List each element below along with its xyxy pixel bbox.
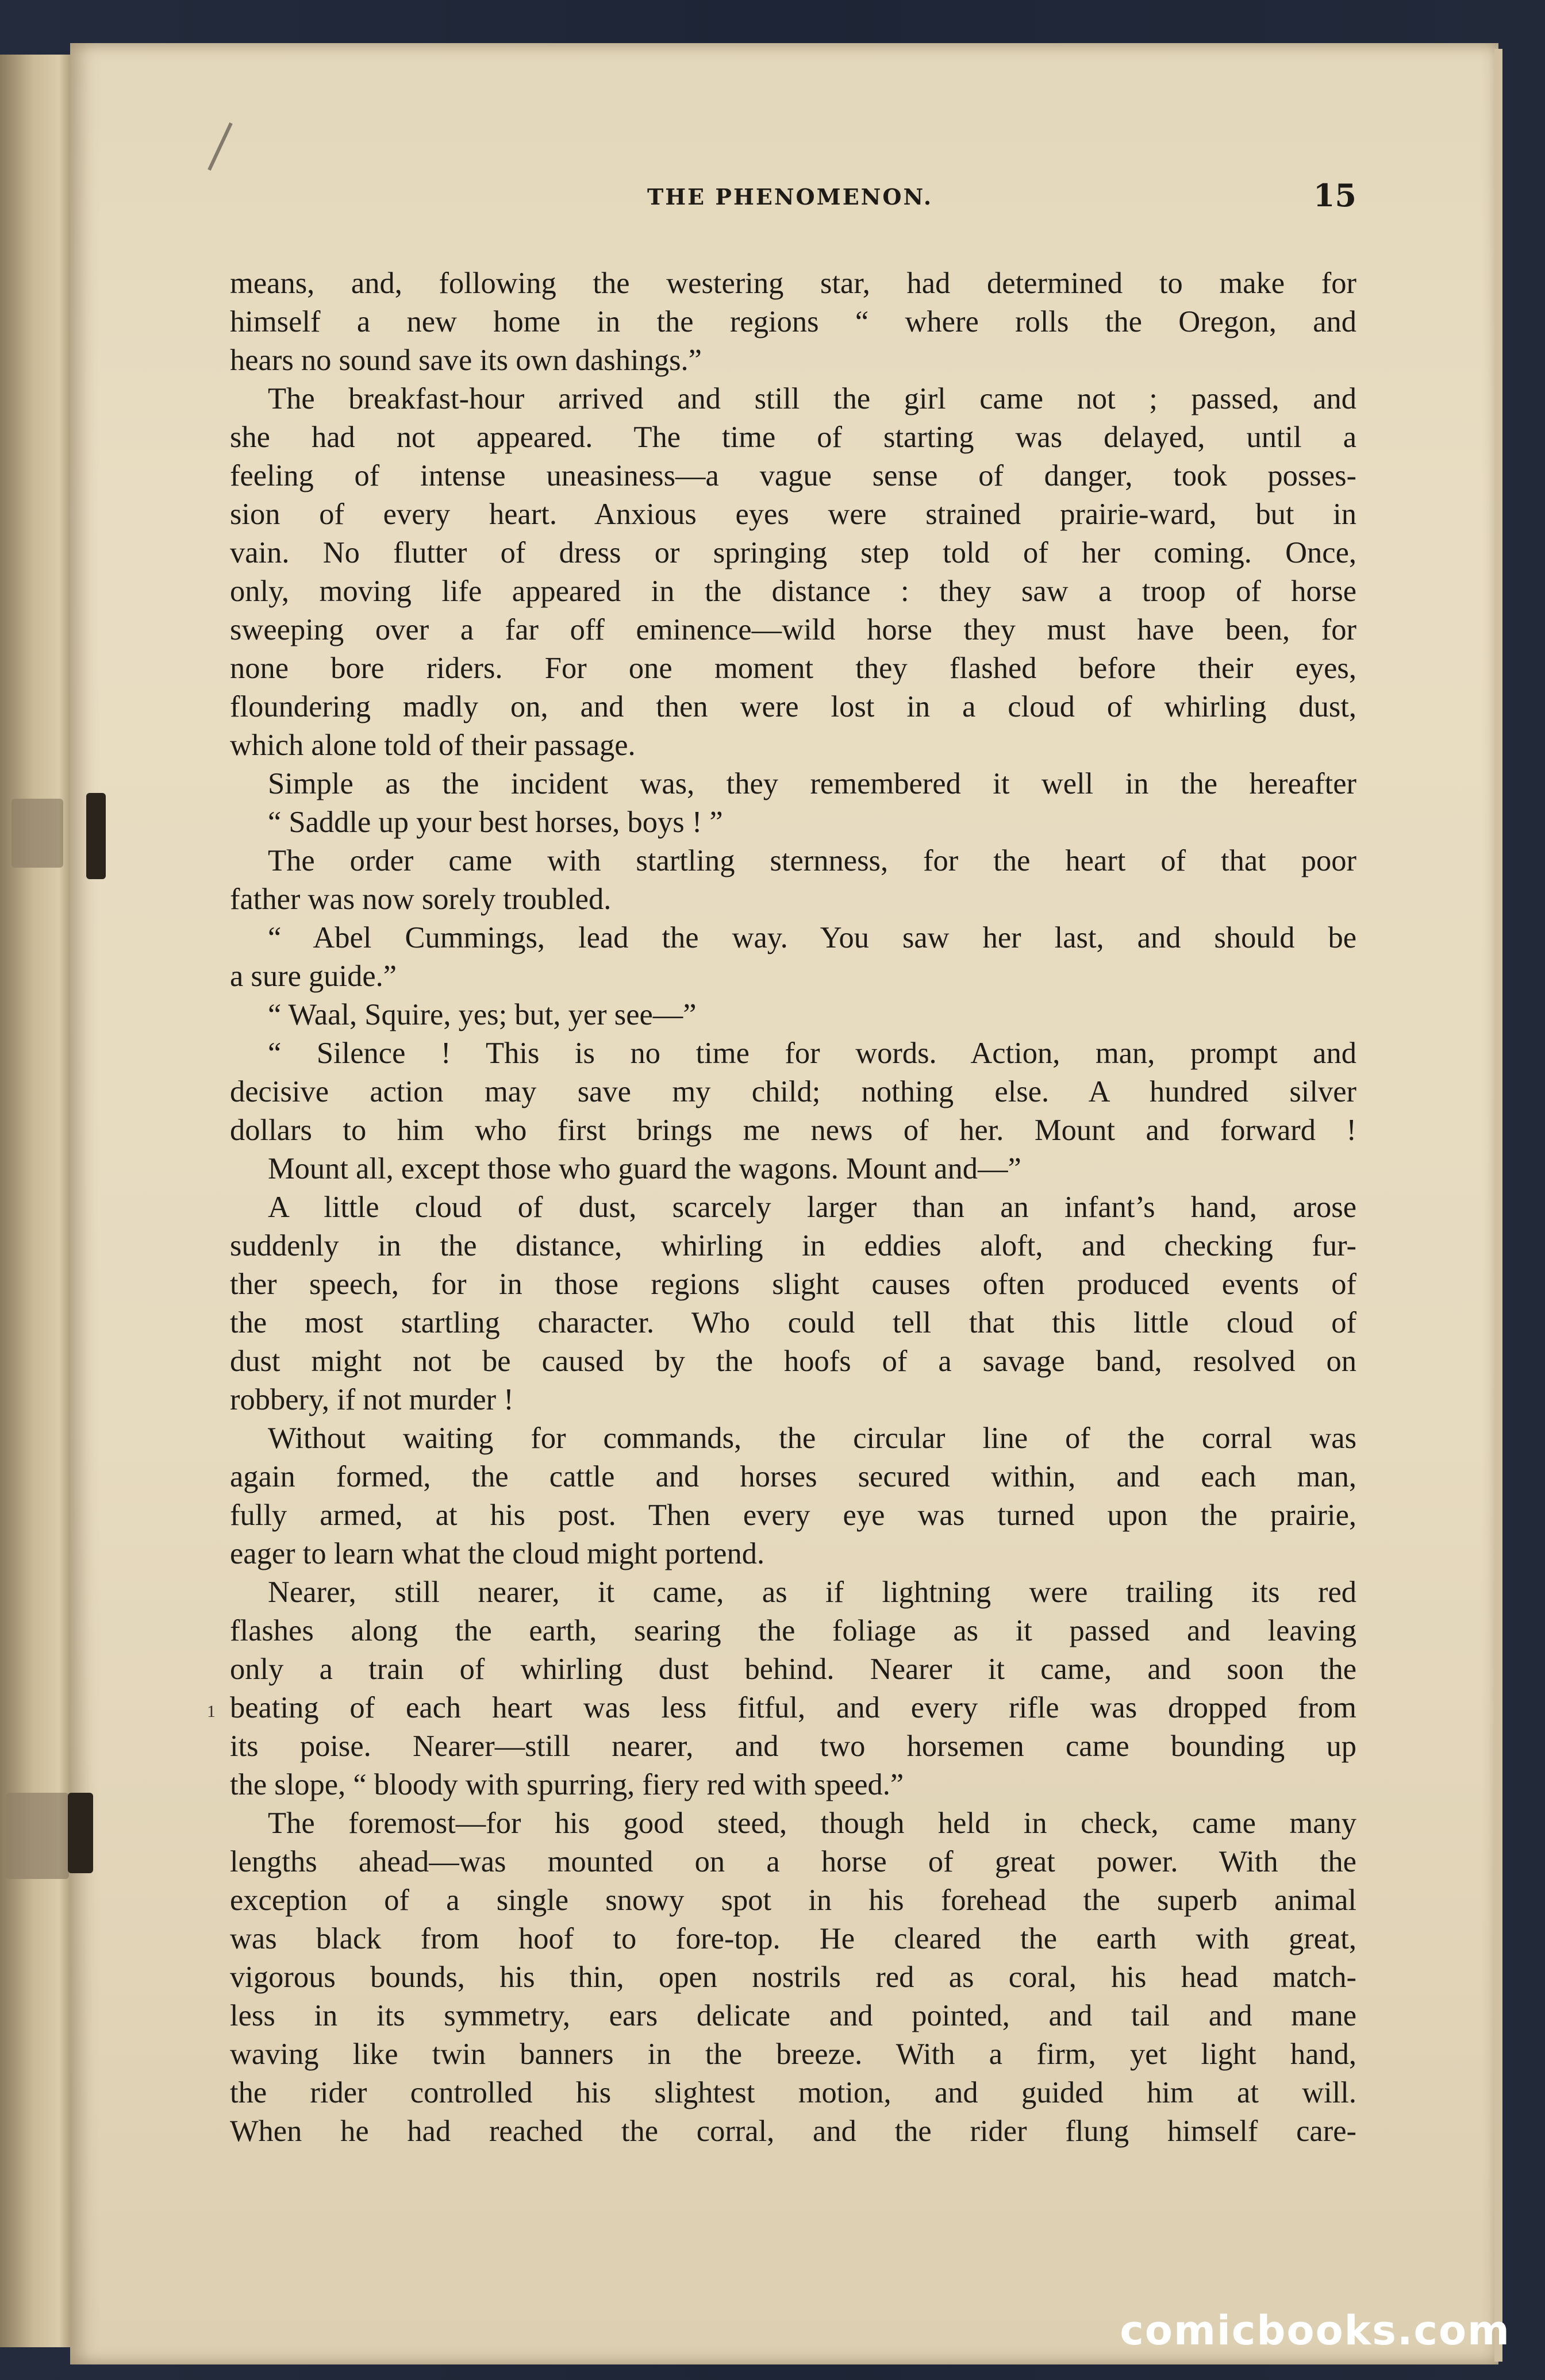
text-line: vigorous bounds, his thin, open nostrils red as coral, his head match-	[230, 1961, 1356, 1994]
text-line: A little cloud of dust, scarcely larger than an infant’s hand, arose	[268, 1191, 1356, 1224]
page-number: 15	[1313, 177, 1356, 214]
text-line: lengths ahead—was mounted on a horse of great power. With the	[230, 1845, 1356, 1878]
binding-stitch-upper	[86, 793, 106, 879]
page-header	[236, 172, 1356, 218]
text-line: less in its symmetry, ears delicate and pointed, and tail and mane	[230, 1999, 1356, 2032]
text-line: The order came with startling sternness, for the heart of that poor	[268, 844, 1356, 877]
text-line: only, moving life appeared in the distance : they saw a troop of horse	[230, 575, 1356, 608]
text-line: sweeping over a far off eminence—wild horse they must have been, for	[230, 613, 1356, 646]
text-line: none bore riders. For one moment they flashed before their eyes,	[230, 652, 1356, 685]
text-line: The breakfast-hour arrived and still the girl came not ; passed, and	[268, 382, 1356, 415]
text-line: which alone told of their passage.	[230, 729, 636, 762]
text-line: The foremost—for his good steed, though held in check, came many	[268, 1807, 1356, 1840]
text-line: “ Silence ! This is no time for words. Action, man, prompt and	[268, 1037, 1356, 1070]
facing-page-edge	[0, 55, 77, 2347]
page-right-edge	[1494, 49, 1502, 2362]
text-line: a sure guide.”	[230, 960, 397, 993]
text-line: robbery, if not murder !	[230, 1383, 514, 1416]
text-line: eager to learn what the cloud might portend.	[230, 1537, 765, 1570]
text-line: exception of a single snowy spot in his forehead the superb animal	[230, 1884, 1356, 1917]
text-line: feeling of intense uneasiness—a vague sense of danger, took posses-	[230, 459, 1356, 492]
text-line: “ Abel Cummings, lead the way. You saw her last, and should be	[268, 921, 1356, 954]
text-line: the rider controlled his slightest motion, and guided him at will.	[230, 2076, 1356, 2109]
text-line: vain. No flutter of dress or springing step told of her coming. Once,	[230, 536, 1356, 569]
text-line: decisive action may save my child; nothing else. A hundred silver	[230, 1075, 1356, 1108]
text-line: sion of every heart. Anxious eyes were strained prairie-ward, but in	[230, 498, 1356, 531]
text-line: When he had reached the corral, and the rider flung himself care-	[230, 2115, 1356, 2148]
text-line: Without waiting for commands, the circular line of the corral was	[268, 1422, 1356, 1455]
running-head: THE PHENOMENON.	[647, 184, 933, 210]
binding-tear-lower	[6, 1793, 69, 1879]
watermark: comicbooks.com	[1120, 2307, 1511, 2354]
text-line: again formed, the cattle and horses secured within, and each man,	[230, 1460, 1356, 1493]
text-line: dust might not be caused by the hoofs of a savage band, resolved on	[230, 1345, 1356, 1378]
text-line: hears no sound save its own dashings.”	[230, 344, 702, 377]
text-line: “ Waal, Squire, yes; but, yer see—”	[268, 998, 697, 1031]
text-line: Mount all, except those who guard the wagons. Mount and—”	[268, 1152, 1021, 1185]
binding-stitch-lower	[68, 1793, 93, 1873]
text-line: its poise. Nearer—still nearer, and two horsemen came bounding up	[230, 1730, 1356, 1763]
text-line: Simple as the incident was, they remembered it well in the hereafter	[268, 767, 1356, 800]
text-line: flashes along the earth, searing the foliage as it passed and leaving	[230, 1614, 1356, 1647]
text-line: suddenly in the distance, whirling in eddies aloft, and checking fur-	[230, 1229, 1356, 1262]
text-line: “ Saddle up your best horses, boys ! ”	[268, 806, 723, 839]
text-line: the most startling character. Who could tell that this little cloud of	[230, 1306, 1356, 1339]
margin-mark: 1	[207, 1702, 216, 1721]
text-line: only a train of whirling dust behind. Nearer it came, and soon the	[230, 1653, 1356, 1686]
text-line: dollars to him who first brings me news of her. Mount and forward !	[230, 1114, 1356, 1147]
binding-tear-upper	[11, 799, 63, 868]
text-line: himself a new home in the regions “ where rolls the Oregon, and	[230, 305, 1356, 338]
text-line: floundering madly on, and then were lost in a cloud of whirling dust,	[230, 690, 1356, 723]
text-line: she had not appeared. The time of starting was delayed, until a	[230, 421, 1356, 454]
text-line: father was now sorely troubled.	[230, 883, 612, 916]
text-line: means, and, following the westering star, had determined to make for	[230, 267, 1356, 300]
text-line: the slope, “ bloody with spurring, fiery red with speed.”	[230, 1768, 904, 1801]
text-line: fully armed, at his post. Then every eye was turned upon the prairie,	[230, 1499, 1356, 1532]
text-line: Nearer, still nearer, it came, as if lightning were trailing its red	[268, 1576, 1356, 1609]
text-line: beating of each heart was less fitful, and every rifle was dropped from	[230, 1691, 1356, 1724]
text-line: was black from hoof to fore-top. He cleared the earth with great,	[230, 1922, 1356, 1955]
body-text	[230, 264, 1356, 2151]
text-line: ther speech, for in those regions slight causes often produced events of	[230, 1268, 1356, 1301]
text-line: waving like twin banners in the breeze. With a firm, yet light hand,	[230, 2038, 1356, 2071]
